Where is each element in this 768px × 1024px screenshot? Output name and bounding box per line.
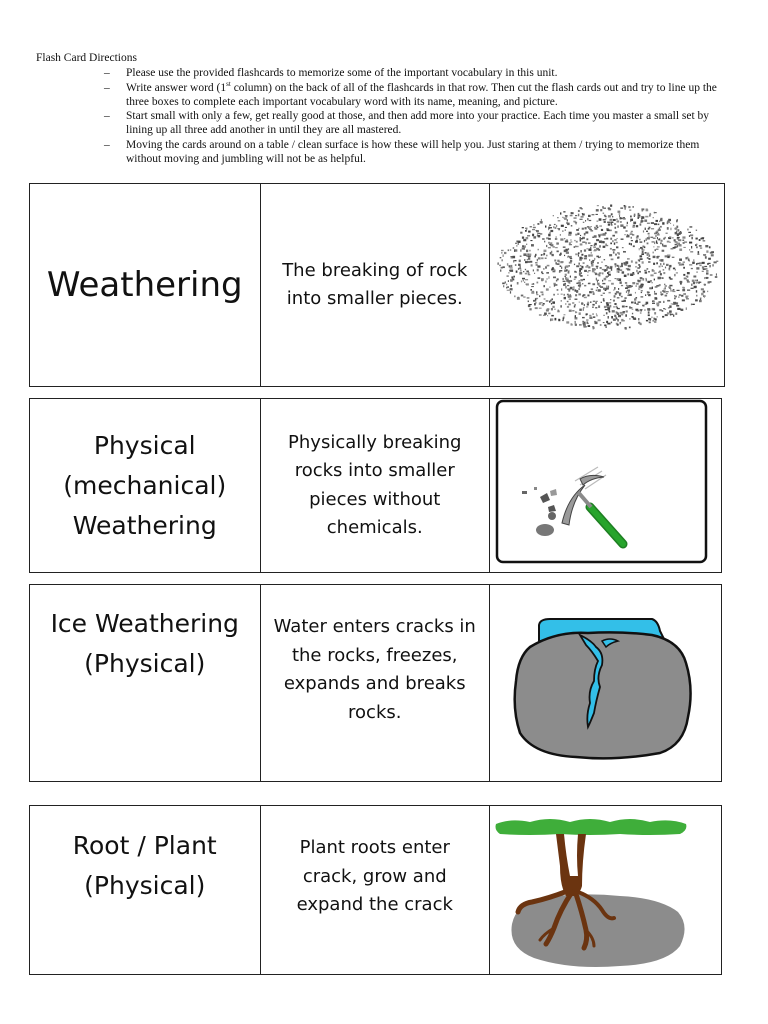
directions-list [36, 66, 736, 166]
bullet-dash: – [104, 138, 110, 151]
card-definition-cell [261, 184, 491, 386]
card-word-cell [30, 806, 261, 974]
card-picture-cell [490, 399, 721, 572]
direction-text: Moving the cards around on a table / clean surface is how these will help you. Just staring at them / trying to memorize them without moving and jumbling will not be as helpful. [126, 138, 700, 166]
direction-text: Start small with only a few, get really good at those, and then add more into your practice. Each time you master a small set by lining up all three add another in until they are all mastered. [126, 110, 710, 137]
bullet-dash: – [104, 67, 110, 80]
ice-crack-rock-icon [490, 585, 721, 781]
direction-item [36, 138, 736, 167]
card-definition: Plant roots enter crack, grow and expand the crack [296, 837, 453, 915]
direction-text: Please use the provided flashcards to memorize some of the important vocabulary in this unit. [126, 67, 558, 80]
direction-item [36, 109, 736, 138]
direction-superscript: st [226, 79, 231, 88]
card-definition-cell [261, 399, 491, 572]
card-picture-cell [490, 806, 721, 974]
tree-roots-rock-icon [490, 806, 721, 974]
direction-item [36, 66, 736, 80]
card-picture-cell [490, 585, 721, 781]
direction-item [36, 81, 736, 110]
flashcard-row-physical-weathering [29, 398, 722, 573]
pickaxe-rock-icon [490, 399, 721, 572]
directions-heading: Flash Card Directions [36, 52, 137, 64]
card-word: Ice Weathering (Physical) [50, 609, 239, 678]
bullet-dash: – [104, 81, 110, 94]
card-definition-cell [261, 806, 491, 974]
card-definition: Water enters cracks in the rocks, freezes, expands and breaks rocks. [273, 616, 476, 723]
card-definition: The breaking of rock into smaller pieces. [282, 259, 468, 309]
card-word: Root / Plant (Physical) [72, 831, 217, 900]
card-word-cell [30, 184, 261, 386]
card-definition-cell [261, 585, 491, 781]
flashcard-row-ice-weathering [29, 584, 722, 782]
flash-card-directions [36, 51, 736, 166]
card-word: Weathering [46, 265, 243, 305]
flashcard-row-root-plant [29, 805, 722, 975]
card-definition: Physically breaking rocks into smaller pieces without chemicals. [288, 431, 462, 538]
bullet-dash: – [104, 110, 110, 123]
card-picture-cell [490, 184, 724, 386]
direction-text: Write answer word (1 [126, 81, 227, 94]
direction-text-continued: column) on the back of all of the flashcards in that row. Then cut the flash cards out and try to line up the three boxes to complete each important vocabulary word with its name, meaning, and picture. [126, 81, 717, 108]
crumbled-rock-icon [490, 184, 724, 386]
card-word: Physical (mechanical) Weathering [63, 430, 227, 540]
card-word-cell [30, 585, 261, 781]
flashcard-row-weathering [29, 183, 725, 387]
card-word-cell [30, 399, 261, 572]
